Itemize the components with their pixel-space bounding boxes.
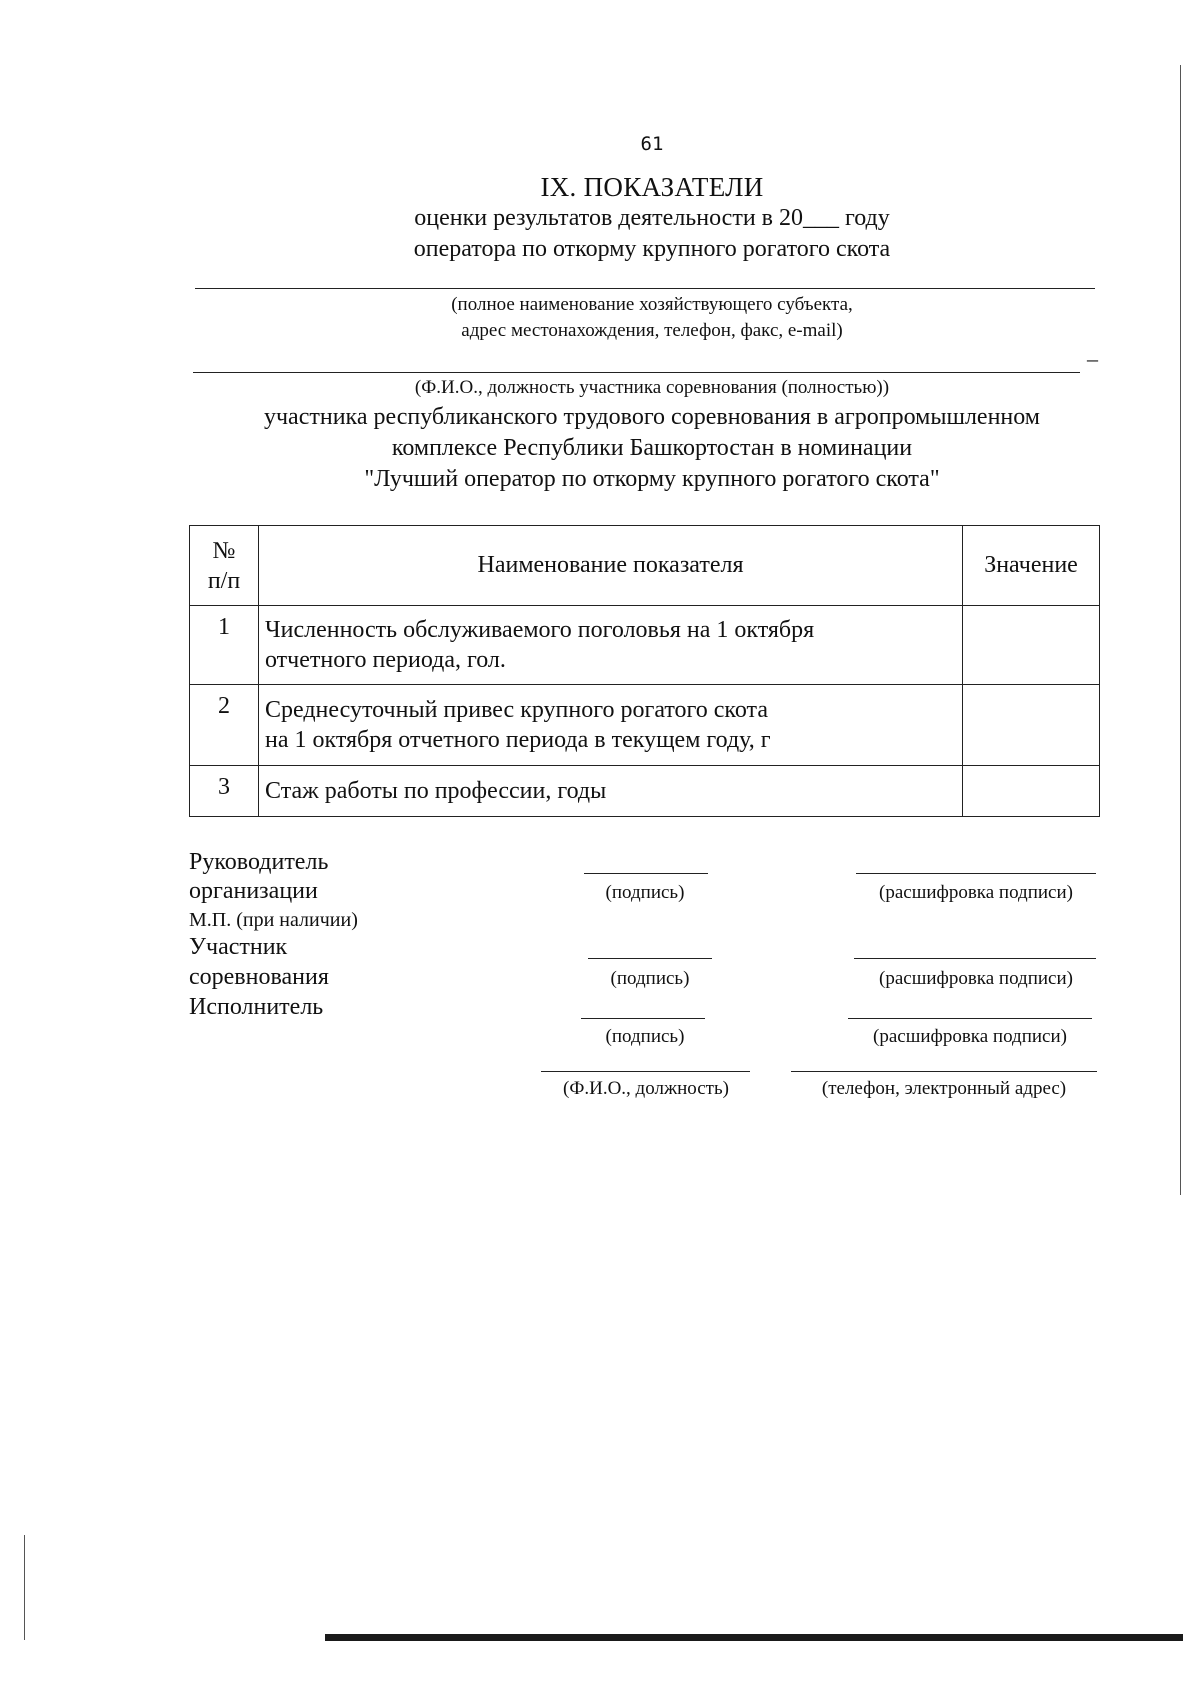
document-title: IX. ПОКАЗАТЕЛИ <box>540 172 764 202</box>
nomination-line1: участника республиканского трудового соревнования в агропромышленном <box>263 404 1040 430</box>
head-signature-caption: (подпись) <box>605 882 685 903</box>
table-row <box>190 766 1100 817</box>
head-label-line1: Руководитель <box>189 849 329 875</box>
head-decoding-line[interactable] <box>856 873 1096 874</box>
table-header-row <box>190 526 1100 606</box>
column-header-indicator-name: Наименование показателя <box>259 526 963 606</box>
table-row <box>190 685 1100 766</box>
executor-fio-caption: (Ф.И.О., должность) <box>563 1078 729 1099</box>
indicator-value-cell[interactable] <box>963 606 1100 685</box>
indicator-value-cell[interactable] <box>963 766 1100 817</box>
executor-contact-line[interactable] <box>791 1071 1097 1072</box>
participant-decoding-line[interactable] <box>854 958 1096 959</box>
participant-decoding-caption: (расшифровка подписи) <box>879 968 1073 989</box>
executor-fio-line[interactable] <box>541 1071 750 1072</box>
indicator-name-line2: отчетного периода, гол. <box>265 647 506 673</box>
row-number: 2 <box>190 685 259 766</box>
participant-name-blank-line <box>193 372 1080 373</box>
column-header-number-symbol: № <box>212 537 236 564</box>
executor-signature-line[interactable] <box>581 1018 705 1019</box>
participant-label-line1: Участник <box>189 934 288 960</box>
participant-label-line2: соревнования <box>189 964 329 990</box>
executor-decoding-line[interactable] <box>848 1018 1092 1019</box>
nomination-line2: комплексе Республики Башкортостан в номинации <box>391 435 913 461</box>
participant-signature-caption: (подпись) <box>610 968 690 989</box>
head-label-line2: организации <box>189 878 318 904</box>
executor-signature-caption: (подпись) <box>605 1026 685 1047</box>
head-decoding-caption: (расшифровка подписи) <box>879 882 1073 903</box>
page-number: 61 <box>640 133 664 155</box>
indicator-name-line1: Среднесуточный привес крупного рогатого скота <box>265 697 768 723</box>
indicator-value-cell[interactable] <box>963 685 1100 766</box>
column-header-value: Значение <box>963 526 1100 606</box>
document-subtitle-line1: оценки результатов деятельности в 20___ году <box>414 205 890 231</box>
right-margin-scan-line <box>1180 65 1181 1195</box>
nomination-line3: "Лучший оператор по откорму крупного рогатого скота" <box>364 466 940 492</box>
executor-contact-caption: (телефон, электронный адрес) <box>821 1078 1067 1099</box>
executor-label: Исполнитель <box>189 994 324 1020</box>
indicator-name: Стаж работы по профессии, годы <box>259 766 963 817</box>
trailing-dash-mark: – <box>1087 346 1098 371</box>
left-margin-scan-line <box>24 1535 25 1640</box>
entity-caption-line1: (полное наименование хозяйствующего субъекта, <box>451 294 853 315</box>
participant-signature-line[interactable] <box>588 958 712 959</box>
indicators-table <box>189 525 1100 817</box>
indicator-name <box>259 606 963 685</box>
participant-caption: (Ф.И.О., должность участника соревнования (полностью)) <box>414 377 890 398</box>
stamp-note: М.П. (при наличии) <box>189 909 358 931</box>
indicator-name-line1: Численность обслуживаемого поголовья на 1 октября <box>265 617 815 643</box>
executor-decoding-caption: (расшифровка подписи) <box>873 1026 1067 1047</box>
table-row <box>190 606 1100 685</box>
column-header-number <box>190 526 259 606</box>
head-signature-line[interactable] <box>584 873 708 874</box>
document-subtitle-line2: оператора по откорму крупного рогатого скота <box>413 236 891 262</box>
indicator-name-line2: на 1 октября отчетного периода в текущем году, г <box>265 727 771 753</box>
column-header-number-abbr: п/п <box>207 567 241 594</box>
row-number: 3 <box>190 766 259 817</box>
bottom-edge-scan-bar <box>325 1634 1183 1641</box>
row-number: 1 <box>190 606 259 685</box>
entity-name-blank-line <box>195 288 1095 289</box>
entity-caption-line2: адрес местонахождения, телефон, факс, e-mail) <box>461 320 843 341</box>
indicator-name <box>259 685 963 766</box>
